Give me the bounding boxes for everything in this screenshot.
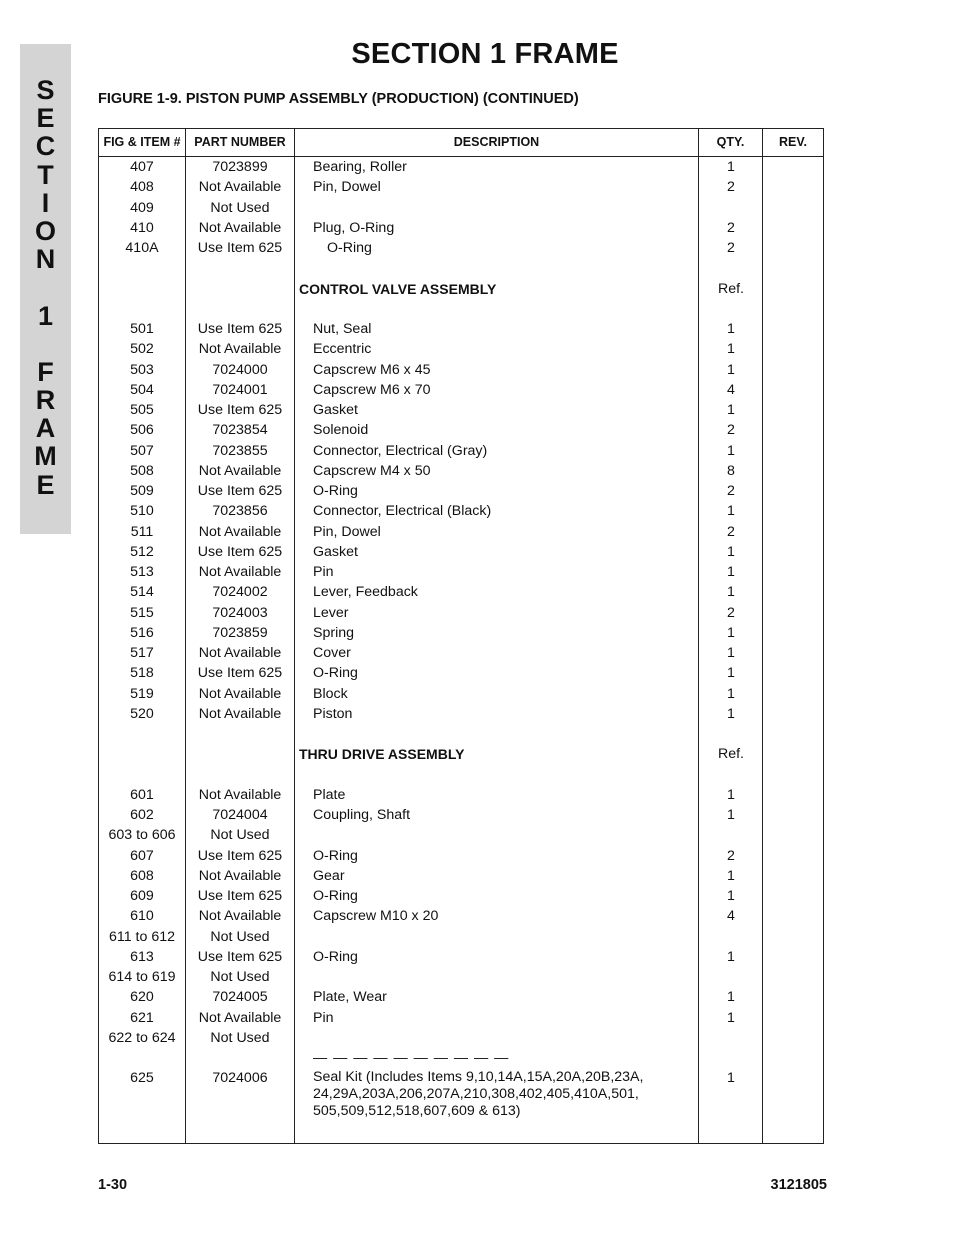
- description-cell: O-Ring: [313, 483, 358, 499]
- description-cell: Pin: [313, 1009, 334, 1026]
- description-cell: Capscrew M10 x 20: [313, 908, 439, 925]
- table-row: [99, 1008, 825, 1028]
- side-tab-letter: O: [34, 215, 56, 246]
- header-item: FIG & ITEM #: [103, 135, 181, 149]
- part-number-cell: Not Available: [198, 462, 282, 479]
- description-cell: Coupling, Shaft: [313, 807, 411, 823]
- description-cell: O-Ring: [313, 888, 358, 904]
- description-cell: Plate, Wear: [313, 989, 387, 1006]
- item-cell: 514: [130, 584, 154, 601]
- item-cell: 502: [130, 341, 154, 358]
- item-cell: 516: [130, 624, 154, 641]
- part-number-cell: Not Available: [198, 179, 282, 196]
- part-number-cell: Not Used: [210, 928, 270, 945]
- item-cell: 504: [130, 381, 154, 398]
- table-row: [99, 846, 825, 866]
- table-row: [99, 420, 825, 440]
- qty-cell: 1: [727, 624, 735, 641]
- part-number-cell: 7024005: [212, 989, 268, 1006]
- qty-cell: 4: [727, 381, 735, 398]
- side-tab-letter: T: [37, 159, 54, 190]
- table-row: [99, 501, 825, 521]
- item-cell: 613: [130, 948, 154, 965]
- table-row: [99, 987, 825, 1007]
- item-cell: 611 to 612: [108, 928, 175, 945]
- description-cell: Seal Kit (Includes Items 9,10,14A,15A,20A,20B,23A, 24,29A,203A,206,207A,210,308,402,405,410A,501, 505,509,512,518,607,609 & 613): [313, 1069, 644, 1120]
- qty-cell: 1: [727, 867, 735, 884]
- part-number-cell: 7024000: [212, 361, 268, 378]
- part-number-cell: Use Item 625: [197, 847, 283, 864]
- item-cell: 603 to 606: [108, 827, 176, 844]
- page-title: SECTION 1 FRAME: [351, 38, 619, 70]
- qty-cell: 1: [727, 341, 735, 358]
- part-number-cell: Not Available: [198, 219, 282, 236]
- part-number-cell: 7024004: [212, 807, 268, 823]
- table-row: [99, 724, 825, 744]
- item-cell: 614 to 619: [108, 969, 176, 985]
- item-cell: 407: [130, 159, 154, 175]
- part-number-cell: Not Available: [198, 786, 282, 803]
- table-row: [99, 927, 825, 947]
- qty-cell: 1: [727, 321, 735, 337]
- header-qty: QTY.: [716, 135, 745, 149]
- item-cell: 410A: [125, 240, 159, 256]
- qty-cell: 1: [727, 685, 735, 702]
- table-row: [99, 663, 825, 683]
- description-cell: Solenoid: [313, 422, 369, 439]
- page-number: 1-30: [98, 1177, 128, 1193]
- side-tab-letter: E: [36, 103, 55, 134]
- qty-cell: 1: [727, 503, 735, 520]
- item-cell: 519: [130, 685, 154, 702]
- table-row: [99, 198, 825, 218]
- table-row: [99, 157, 825, 177]
- item-cell: 621: [130, 1009, 154, 1026]
- item-cell: 609: [130, 888, 154, 904]
- description-cell: O-Ring: [313, 948, 358, 965]
- table-row: [99, 299, 825, 319]
- table-row: [99, 360, 825, 380]
- part-number-cell: 7024001: [212, 381, 268, 398]
- description-cell: CONTROL VALVE ASSEMBLY: [299, 280, 497, 297]
- table-row: [99, 258, 825, 278]
- table-row: [99, 704, 825, 724]
- table-row: [99, 886, 825, 906]
- part-number-cell: Use Item 625: [197, 240, 283, 256]
- table-row: [99, 542, 825, 562]
- qty-cell: 1: [727, 705, 735, 722]
- item-cell: 508: [130, 462, 154, 479]
- qty-cell: 1: [727, 989, 735, 1006]
- part-number-cell: 7024003: [212, 604, 268, 621]
- qty-cell: 8: [727, 462, 735, 479]
- qty-cell: 1: [727, 1009, 735, 1026]
- item-cell: 501: [130, 321, 154, 337]
- part-number-cell: 7023854: [212, 422, 268, 439]
- part-number-cell: Not Used: [210, 1029, 270, 1046]
- part-number-cell: Not Used: [210, 969, 270, 985]
- item-cell: 505: [130, 402, 154, 418]
- side-tab-letter: N: [35, 244, 56, 275]
- part-number-cell: Use Item 625: [197, 483, 283, 499]
- description-cell: Capscrew M6 x 45: [313, 361, 431, 378]
- part-number-cell: Not Available: [198, 341, 282, 358]
- part-number-cell: Not Available: [198, 523, 282, 540]
- qty-cell: 1: [727, 645, 735, 661]
- qty-cell: Ref.: [717, 280, 745, 297]
- table-row: [99, 825, 825, 845]
- description-cell: Eccentric: [313, 341, 372, 358]
- item-cell: 510: [130, 503, 154, 520]
- item-cell: 610: [130, 908, 154, 925]
- table-row: [99, 1028, 825, 1048]
- part-number-cell: Use Item 625: [197, 321, 283, 337]
- description-cell: THRU DRIVE ASSEMBLY: [299, 746, 465, 763]
- item-cell: 408: [130, 179, 154, 196]
- item-cell: 520: [130, 705, 154, 722]
- description-cell: Pin, Dowel: [313, 523, 381, 540]
- description-cell: — — — — — — — — — —: [313, 1050, 510, 1066]
- item-cell: 602: [130, 807, 154, 823]
- side-tab-letter: S: [36, 75, 55, 105]
- description-cell: Gear: [313, 867, 345, 884]
- table-row: [99, 623, 825, 643]
- qty-cell: 2: [727, 240, 735, 256]
- table-row: [99, 319, 825, 339]
- part-number-cell: Use Item 625: [197, 402, 283, 418]
- item-cell: 518: [130, 665, 154, 682]
- table-row: [99, 279, 825, 299]
- item-cell: 625: [130, 1070, 154, 1087]
- item-cell: 622 to 624: [108, 1029, 176, 1046]
- table-row: [99, 1068, 825, 1128]
- table-row: [99, 177, 825, 197]
- qty-cell: 2: [727, 604, 735, 621]
- qty-cell: 2: [727, 483, 735, 499]
- description-cell: Nut, Seal: [313, 321, 372, 337]
- part-number-cell: 7024002: [212, 584, 268, 601]
- table-row: [99, 805, 825, 825]
- part-number-cell: Not Available: [198, 685, 282, 702]
- parts-table: [98, 128, 824, 1144]
- qty-cell: 4: [727, 908, 735, 925]
- part-number-cell: Not Available: [198, 564, 282, 580]
- figure-title: FIGURE 1-9. PISTON PUMP ASSEMBLY (PRODUCTION) (CONTINUED): [98, 91, 579, 107]
- description-cell: Lever, Feedback: [313, 584, 418, 601]
- table-row: [99, 522, 825, 542]
- table-row: [99, 582, 825, 602]
- table-row: [99, 744, 825, 764]
- part-number-cell: 7023856: [212, 503, 268, 520]
- table-row: [99, 643, 825, 663]
- table-row: [99, 603, 825, 623]
- table-row: [99, 947, 825, 967]
- item-cell: 507: [130, 442, 154, 459]
- side-tab-letter: 1: [37, 300, 54, 331]
- table-row: [99, 866, 825, 886]
- document-number: 3121805: [770, 1177, 827, 1193]
- table-row: [99, 562, 825, 582]
- item-cell: 607: [130, 847, 154, 864]
- description-cell: O-Ring: [313, 847, 358, 864]
- qty-cell: 2: [727, 847, 735, 864]
- qty-cell: 2: [727, 422, 735, 439]
- table-row: [99, 906, 825, 926]
- qty-cell: 1: [727, 402, 735, 418]
- qty-cell: 1: [727, 888, 735, 904]
- item-cell: 515: [130, 604, 154, 621]
- table-row: [99, 238, 825, 258]
- part-number-cell: 7023855: [212, 442, 268, 459]
- part-number-cell: Not Available: [198, 1009, 282, 1026]
- part-number-cell: Use Item 625: [197, 543, 283, 560]
- part-number-cell: 7023859: [212, 624, 268, 641]
- section-side-tab: [20, 44, 71, 534]
- item-cell: 512: [130, 543, 154, 560]
- description-cell: Spring: [313, 624, 355, 641]
- qty-cell: 1: [727, 807, 735, 823]
- table-row: [99, 339, 825, 359]
- description-cell: Bearing, Roller: [313, 159, 407, 175]
- item-cell: 410: [130, 219, 154, 236]
- item-cell: 409: [130, 199, 154, 216]
- qty-cell: 1: [727, 543, 735, 560]
- side-tab-letter: E: [36, 469, 55, 500]
- table-row: [99, 380, 825, 400]
- description-cell: Plate: [313, 786, 346, 803]
- table-row: [99, 967, 825, 987]
- side-tab-letter: A: [35, 413, 56, 444]
- qty-cell: 1: [727, 665, 735, 682]
- part-number-cell: Not Used: [210, 199, 270, 216]
- part-number-cell: Use Item 625: [197, 948, 283, 965]
- description-cell: O-Ring: [327, 240, 372, 256]
- item-cell: 509: [130, 483, 154, 499]
- part-number-cell: Not Available: [198, 705, 282, 722]
- item-cell: 620: [130, 989, 154, 1006]
- part-number-cell: Not Used: [210, 827, 270, 844]
- description-cell: Connector, Electrical (Gray): [313, 442, 488, 459]
- item-cell: 517: [130, 645, 154, 661]
- part-number-cell: 7024006: [212, 1070, 268, 1087]
- item-cell: 511: [130, 523, 154, 540]
- description-cell: Plug, O-Ring: [313, 219, 395, 236]
- description-cell: Piston: [313, 705, 353, 722]
- table-row: [99, 684, 825, 704]
- description-cell: Pin: [313, 564, 334, 580]
- item-cell: 601: [130, 786, 154, 803]
- qty-cell: 1: [727, 948, 735, 965]
- item-cell: 608: [130, 867, 154, 884]
- qty-cell: 1: [727, 584, 735, 601]
- description-cell: Cover: [313, 645, 351, 661]
- qty-cell: 1: [727, 1070, 735, 1087]
- part-number-cell: Not Available: [198, 908, 282, 925]
- description-cell: Connector, Electrical (Black): [313, 503, 492, 520]
- table-row: [99, 218, 825, 238]
- table-row: [99, 1048, 825, 1068]
- part-number-cell: 7023899: [212, 159, 268, 175]
- description-cell: Pin, Dowel: [313, 179, 381, 196]
- description-cell: Capscrew M4 x 50: [313, 462, 431, 479]
- table-row: [99, 441, 825, 461]
- side-tab-letter: R: [35, 385, 56, 416]
- table-row: [99, 785, 825, 805]
- description-cell: O-Ring: [313, 665, 358, 682]
- qty-cell: 1: [727, 442, 735, 459]
- side-tab-letter: C: [35, 131, 56, 162]
- side-tab-letter: M: [34, 441, 57, 472]
- item-cell: 506: [130, 422, 154, 439]
- qty-cell: 2: [727, 523, 735, 540]
- item-cell: 513: [130, 564, 154, 580]
- description-cell: Gasket: [313, 402, 358, 418]
- part-number-cell: Use Item 625: [197, 888, 283, 904]
- side-tab-letters: [20, 76, 71, 499]
- table-row: [99, 481, 825, 501]
- item-cell: 503: [130, 361, 154, 378]
- table-row: [99, 765, 825, 785]
- part-number-cell: Not Available: [198, 645, 282, 661]
- table-row: [99, 400, 825, 420]
- description-cell: Capscrew M6 x 70: [313, 381, 431, 398]
- description-cell: Gasket: [313, 543, 358, 560]
- header-part-number: PART NUMBER: [194, 135, 286, 149]
- qty-cell: 2: [727, 179, 735, 196]
- description-cell: Lever: [313, 604, 349, 621]
- qty-cell: 1: [727, 786, 735, 803]
- side-tab-letter: I: [41, 187, 50, 218]
- description-cell: Block: [313, 685, 348, 702]
- header-rev: REV.: [778, 135, 808, 149]
- header-description: DESCRIPTION: [453, 135, 540, 149]
- qty-cell: 2: [727, 219, 735, 236]
- part-number-cell: Use Item 625: [197, 665, 283, 682]
- qty-cell: 1: [727, 564, 735, 580]
- qty-cell: 1: [727, 159, 735, 175]
- part-number-cell: Not Available: [198, 867, 282, 884]
- side-tab-letter: F: [37, 356, 54, 387]
- qty-cell: Ref.: [717, 746, 745, 763]
- qty-cell: 1: [727, 361, 735, 378]
- table-row: [99, 461, 825, 481]
- table-body: [99, 157, 825, 1128]
